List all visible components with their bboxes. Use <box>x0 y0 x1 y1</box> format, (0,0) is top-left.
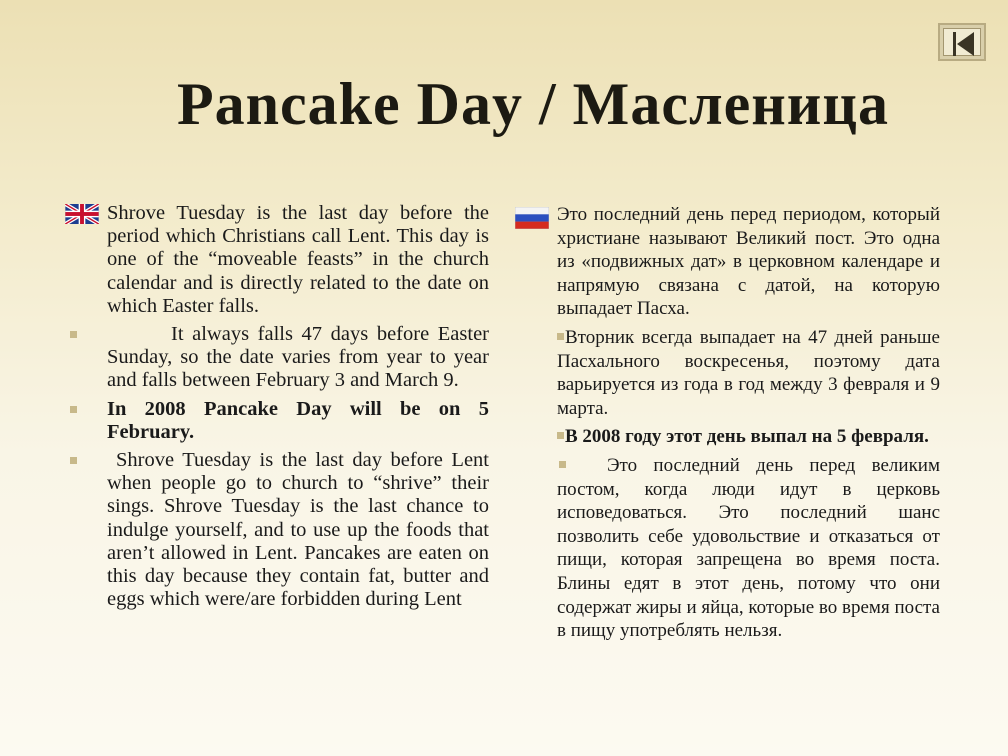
bullet-marker <box>557 333 564 340</box>
russian-text-column <box>557 203 940 643</box>
bullet-marker <box>559 461 566 468</box>
russian-paragraph-4: Это последний день перед великим постом, когда люди идут в церковь исповедоваться. Это последний шанс позволить себе удовольствие и отказаться от пищи, которая запрещена во время поста. Блины едят в этот день, потому что они содержат жиры и яйца, которые во время поста в пищу употреблять нельзя. <box>557 454 940 642</box>
english-paragraph-4: Shrove Tuesday is the last day before Lent when people go to church to “shrive” their sings. Shrove Tuesday is the last chance to indulge yourself, and to use up the foods that aren’t allowed in Lent. Pancakes are eaten on this day because they contain fat, butter and eggs which were/are forbidden during Lent <box>107 449 489 611</box>
bullet-marker <box>557 432 564 439</box>
english-paragraph-2: It always falls 47 days before Easter Sunday, so the date varies from year to year and falls between February 3 and March 9. <box>107 323 489 393</box>
english-paragraph-1: Shrove Tuesday is the last day before the period which Christians call Lent. This day is one of the “moveable feasts” in the church calendar and is directly related to the date on which Easter falls. <box>107 202 489 317</box>
russia-flag-icon <box>515 207 549 229</box>
russian-paragraph-2: Вторник всегда выпадает на 47 дней раньше Пасхального воскресенья, поэтому дата варьируется из года в год между 3 февраля и 9 марта. <box>557 326 940 419</box>
skip-back-icon <box>952 31 976 57</box>
bullet-marker <box>70 406 77 413</box>
bullet-marker <box>70 331 77 338</box>
previous-slide-button[interactable] <box>938 23 986 61</box>
bullet-marker <box>70 457 77 464</box>
page-title: Pancake Day / Масленица <box>177 71 889 137</box>
russian-paragraph-3: В 2008 году этот день выпал на 5 февраля. <box>557 425 940 449</box>
english-text-column <box>107 202 489 611</box>
uk-flag-icon <box>65 204 99 224</box>
russian-paragraph-1: Это последний день перед периодом, который христиане называют Великий пост. Это одна из «подвижных дат» в церковном календаре и напрямую связана с датой, на которую выпадает Пасха. <box>557 204 940 320</box>
english-paragraph-3: In 2008 Pancake Day will be on 5 February. <box>107 398 489 444</box>
